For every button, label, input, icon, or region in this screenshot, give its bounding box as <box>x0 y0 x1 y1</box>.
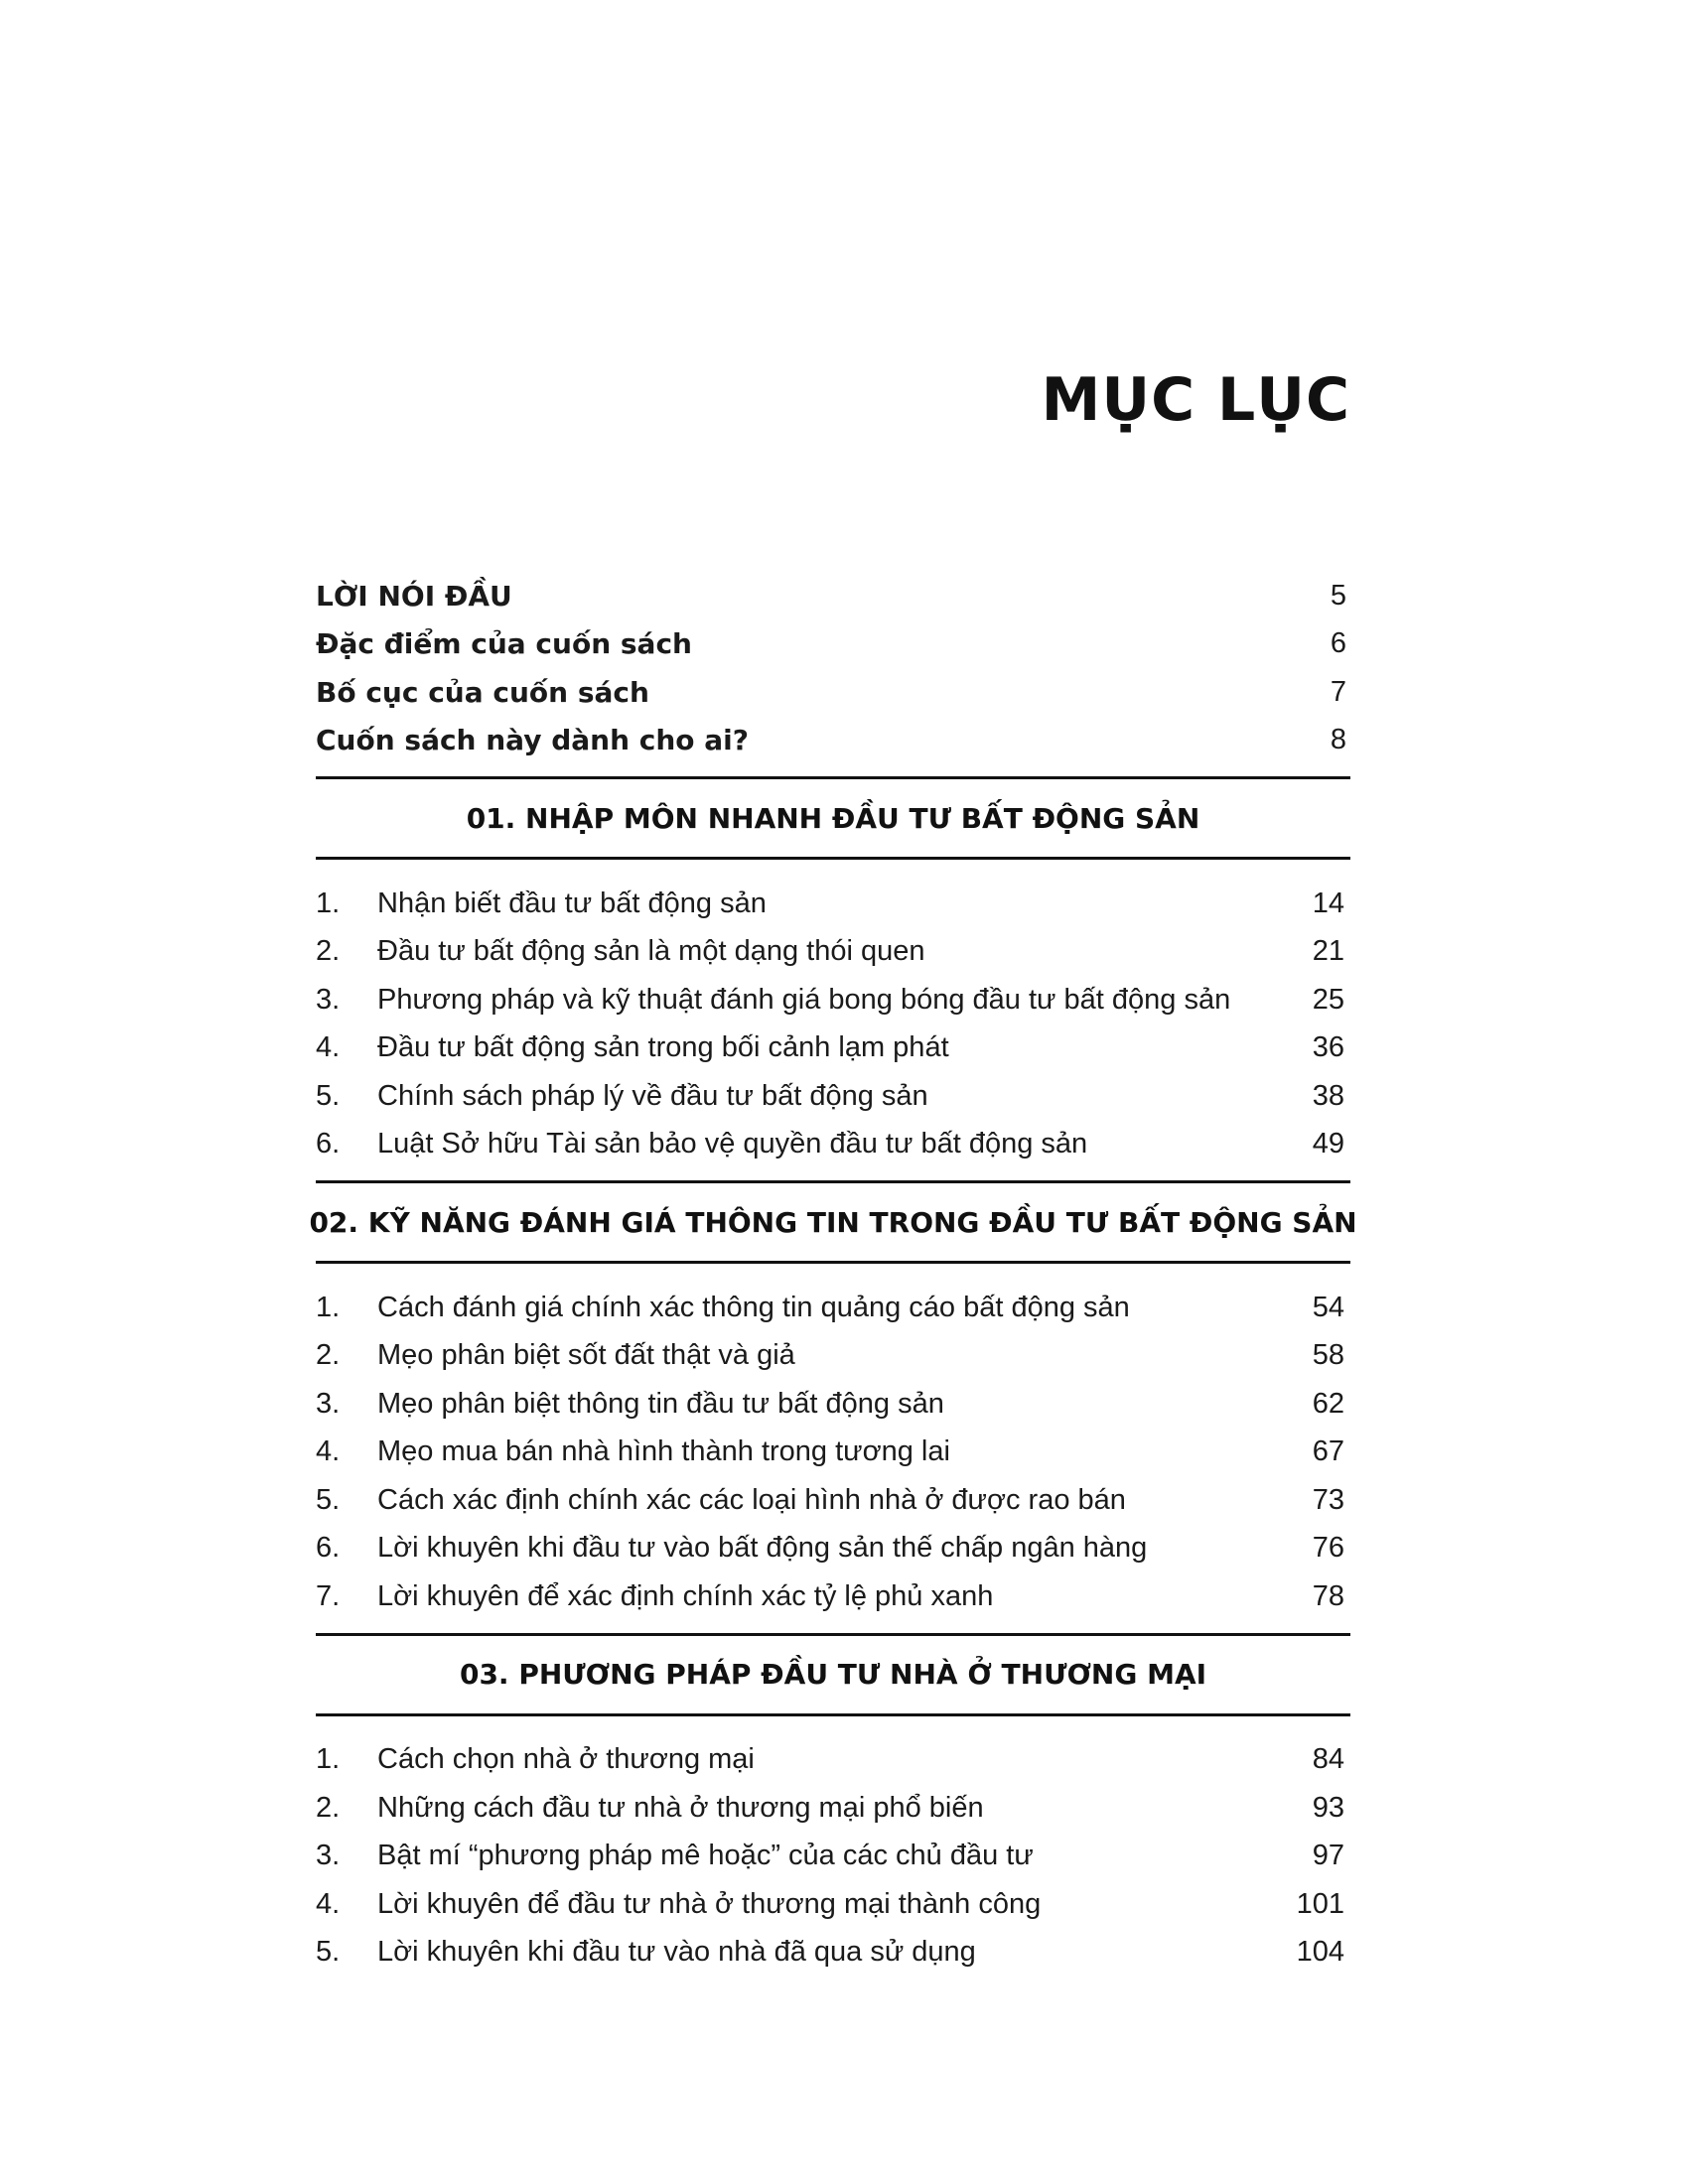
entry-page-number: 21 <box>1312 935 1344 968</box>
entry-number: 5. <box>316 1483 341 1516</box>
chapter-02 <box>309 1180 1357 1621</box>
entry-title: Lời khuyên để xác định chính xác tỷ lệ phủ xanh <box>377 1579 994 1612</box>
table-of-contents <box>309 572 1357 1977</box>
entry-title: Phương pháp và kỹ thuật đánh giá bong bóng đầu tư bất động sản <box>377 983 1231 1016</box>
toc-entry <box>316 880 1350 928</box>
entry-page-number: 7 <box>1330 675 1346 708</box>
entry-number: 7. <box>316 1579 341 1612</box>
entry-title: Mẹo phân biệt sốt đất thật và giả <box>377 1339 795 1372</box>
entry-number: 4. <box>316 1887 341 1920</box>
entry-page-number: 93 <box>1312 1791 1344 1824</box>
toc-entry <box>316 1784 1350 1833</box>
entry-page-number: 6 <box>1330 627 1346 660</box>
toc-entry <box>316 1929 1350 1978</box>
entry-number: 3. <box>316 1387 341 1420</box>
intro-list <box>316 572 1350 764</box>
entry-title: Đầu tư bất động sản là một dạng thói quen <box>377 935 925 968</box>
chapter-01 <box>316 776 1350 1168</box>
toc-entry <box>316 1880 1350 1929</box>
entry-page-number: 101 <box>1296 1887 1344 1920</box>
entry-page-number: 73 <box>1312 1483 1344 1516</box>
entry-title: Chính sách pháp lý về đầu tư bất động sản <box>377 1079 928 1112</box>
entry-page-number: 36 <box>1312 1031 1344 1064</box>
toc-entry <box>316 1833 1350 1881</box>
toc-entry <box>316 976 1350 1024</box>
entry-title: Bố cục của cuốn sách <box>316 675 649 709</box>
entry-number: 1. <box>316 1743 341 1776</box>
entry-number: 2. <box>316 1791 341 1824</box>
toc-entry <box>316 1736 1350 1785</box>
entry-number: 3. <box>316 1840 341 1872</box>
entry-page-number: 62 <box>1312 1387 1344 1420</box>
entry-title: Cách xác định chính xác các loại hình nhà ở được rao bán <box>377 1483 1126 1516</box>
entry-title: Cuốn sách này dành cho ai? <box>316 724 750 757</box>
entry-number: 2. <box>316 1339 341 1372</box>
toc-entry-preface <box>316 572 1350 620</box>
toc-entry <box>316 1476 1350 1525</box>
entry-title: Bật mí “phương pháp mê hoặc” của các chủ đầu tư <box>377 1840 1034 1872</box>
chapter-heading: 03. PHƯƠNG PHÁP ĐẦU TƯ NHÀ Ở THƯƠNG MẠI <box>316 1633 1350 1716</box>
entry-page-number: 97 <box>1312 1840 1344 1872</box>
entry-title: Mẹo mua bán nhà hình thành trong tương lai <box>377 1435 950 1468</box>
entry-title: Đầu tư bất động sản trong bối cảnh lạm phát <box>377 1031 949 1064</box>
toc-entry-audience <box>316 717 1350 765</box>
entry-title: Những cách đầu tư nhà ở thương mại phổ biến <box>377 1791 984 1824</box>
toc-entry <box>316 1072 1350 1121</box>
toc-entry <box>316 1380 1350 1429</box>
toc-entry <box>316 1332 1350 1381</box>
entry-page-number: 5 <box>1330 579 1346 612</box>
entry-number: 2. <box>316 935 341 968</box>
toc-entry <box>316 1429 1350 1477</box>
entry-number: 1. <box>316 1291 341 1323</box>
entry-title: LỜI NÓI ĐẦU <box>316 579 512 613</box>
entry-page-number: 49 <box>1312 1128 1344 1160</box>
toc-entry <box>316 1121 1350 1169</box>
chapter-heading: 01. NHẬP MÔN NHANH ĐẦU TƯ BẤT ĐỘNG SẢN <box>316 776 1350 860</box>
entry-number: 1. <box>316 887 341 919</box>
entry-title: Lời khuyên để đầu tư nhà ở thương mại thành công <box>377 1887 1042 1920</box>
toc-entry <box>316 1024 1350 1073</box>
entry-title: Cách đánh giá chính xác thông tin quảng cáo bất động sản <box>377 1291 1130 1323</box>
entry-number: 5. <box>316 1936 341 1969</box>
toc-entry-structure <box>316 668 1350 717</box>
entry-number: 4. <box>316 1031 341 1064</box>
entry-page-number: 25 <box>1312 983 1344 1016</box>
entry-page-number: 8 <box>1330 724 1346 756</box>
entry-number: 6. <box>316 1128 341 1160</box>
entry-page-number: 58 <box>1312 1339 1344 1372</box>
entry-number: 4. <box>316 1435 341 1468</box>
entry-title: Đặc điểm của cuốn sách <box>316 627 692 661</box>
toc-entry <box>316 1284 1350 1332</box>
entry-title: Cách chọn nhà ở thương mại <box>377 1743 755 1776</box>
entry-title: Lời khuyên khi đầu tư vào nhà đã qua sử dụng <box>377 1936 976 1969</box>
entry-page-number: 76 <box>1312 1532 1344 1565</box>
entry-page-number: 54 <box>1312 1291 1344 1323</box>
entry-number: 5. <box>316 1079 341 1112</box>
entry-number: 3. <box>316 983 341 1016</box>
chapter-03 <box>316 1633 1350 1978</box>
toc-entry <box>316 1525 1350 1573</box>
entry-page-number: 38 <box>1312 1079 1344 1112</box>
entry-title: Nhận biết đầu tư bất động sản <box>377 887 767 919</box>
entry-number: 6. <box>316 1532 341 1565</box>
entry-title: Lời khuyên khi đầu tư vào bất động sản thế chấp ngân hàng <box>377 1532 1148 1565</box>
toc-entry <box>316 1572 1350 1621</box>
chapter-heading: 02. KỸ NĂNG ĐÁNH GIÁ THÔNG TIN TRONG ĐẦU TƯ BẤT ĐỘNG SẢN <box>316 1180 1350 1264</box>
entry-title: Mẹo phân biệt thông tin đầu tư bất động sản <box>377 1387 944 1420</box>
entry-page-number: 67 <box>1312 1435 1344 1468</box>
page-title: MỤC LỤC <box>1041 365 1350 435</box>
toc-entry <box>316 928 1350 977</box>
entry-page-number: 84 <box>1312 1743 1344 1776</box>
entry-page-number: 78 <box>1312 1579 1344 1612</box>
toc-entry-features <box>316 620 1350 669</box>
entry-page-number: 104 <box>1296 1936 1344 1969</box>
entry-page-number: 14 <box>1312 887 1344 919</box>
entry-title: Luật Sở hữu Tài sản bảo vệ quyền đầu tư bất động sản <box>377 1128 1088 1160</box>
